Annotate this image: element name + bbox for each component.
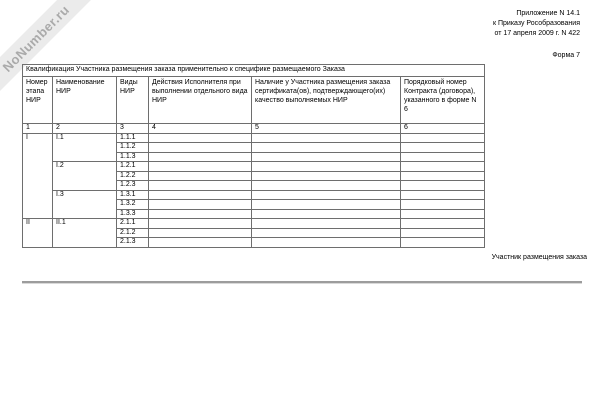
nir-kind-cell: 1.2.1 xyxy=(117,162,149,172)
column-number: 5 xyxy=(252,124,401,134)
col-header-nir-name: Наименование НИР xyxy=(53,77,117,124)
col-header-contract-number: Порядковый номер Контракта (договора), указанного в форме N 6 xyxy=(401,77,485,124)
nir-group-cell: II.1 xyxy=(53,219,117,248)
empty-cell xyxy=(252,200,401,210)
col-header-stage-number: Номер этапа НИР xyxy=(23,77,53,124)
col-header-certificates: Наличие у Участника размещения заказа сертификата(ов), подтверждающего(их) качество выполняемых НИР xyxy=(252,77,401,124)
empty-cell xyxy=(401,143,485,153)
table-row xyxy=(23,219,485,229)
empty-cell xyxy=(149,209,252,219)
empty-cell xyxy=(149,190,252,200)
empty-cell xyxy=(252,152,401,162)
nir-group-cell: I.1 xyxy=(53,133,117,162)
empty-cell xyxy=(401,190,485,200)
table-header-row xyxy=(23,77,485,124)
empty-cell xyxy=(252,181,401,191)
table-title: Квалификация Участника размещения заказа применительно к специфике размещаемого Заказа xyxy=(23,65,485,77)
empty-cell xyxy=(401,181,485,191)
empty-cell xyxy=(149,171,252,181)
nir-kind-cell: 1.1.3 xyxy=(117,152,149,162)
appendix-reference-line: Приложение N 14.1 xyxy=(516,10,580,17)
empty-cell xyxy=(401,228,485,238)
empty-cell xyxy=(252,228,401,238)
nir-kind-cell: 1.3.2 xyxy=(117,200,149,210)
table-title-row xyxy=(23,65,485,77)
nir-group-cell: I.2 xyxy=(53,162,117,191)
empty-cell xyxy=(252,162,401,172)
table-row xyxy=(23,190,485,200)
nir-kind-cell: 1.3.3 xyxy=(117,209,149,219)
nir-kind-cell: 1.1.2 xyxy=(117,143,149,153)
empty-cell xyxy=(149,219,252,229)
nir-kind-cell: 2.1.1 xyxy=(117,219,149,229)
empty-cell xyxy=(149,181,252,191)
col-header-executor-actions: Действия Исполнителя при выполнении отдельного вида НИР xyxy=(149,77,252,124)
nir-kind-cell: 1.2.2 xyxy=(117,171,149,181)
empty-cell xyxy=(149,238,252,248)
nir-kind-cell: 1.1.1 xyxy=(117,133,149,143)
empty-cell xyxy=(401,133,485,143)
empty-cell xyxy=(149,152,252,162)
appendix-reference-line: к Приказу Рособразования xyxy=(492,20,580,27)
nir-group-cell: I.3 xyxy=(53,190,117,219)
qualification-table xyxy=(22,64,485,248)
nir-kind-cell: 1.2.3 xyxy=(117,181,149,191)
empty-cell xyxy=(401,171,485,181)
nir-kind-cell: 2.1.2 xyxy=(117,228,149,238)
empty-cell xyxy=(401,219,485,229)
empty-cell xyxy=(252,238,401,248)
nir-kind-cell: 1.3.1 xyxy=(117,190,149,200)
stage-cell: I xyxy=(23,133,53,219)
empty-cell xyxy=(252,209,401,219)
watermark-text: NoNumber.ru xyxy=(0,2,73,75)
signature-label: Участник размещения заказа xyxy=(491,254,587,261)
empty-cell xyxy=(252,133,401,143)
empty-cell xyxy=(252,171,401,181)
empty-cell xyxy=(401,162,485,172)
column-number: 2 xyxy=(53,124,117,134)
empty-cell xyxy=(149,133,252,143)
divider-line xyxy=(22,281,582,284)
column-number: 6 xyxy=(401,124,485,134)
appendix-reference-line: от 17 апреля 2009 г. N 422 xyxy=(494,30,580,37)
nir-kind-cell: 2.1.3 xyxy=(117,238,149,248)
empty-cell xyxy=(401,238,485,248)
empty-cell xyxy=(149,228,252,238)
table-row xyxy=(23,162,485,172)
empty-cell xyxy=(401,209,485,219)
stage-cell: II xyxy=(23,219,53,248)
table-row xyxy=(23,133,485,143)
empty-cell xyxy=(149,162,252,172)
col-header-nir-kinds: Виды НИР xyxy=(117,77,149,124)
empty-cell xyxy=(149,200,252,210)
column-number-row xyxy=(23,124,485,134)
empty-cell xyxy=(252,190,401,200)
column-number: 4 xyxy=(149,124,252,134)
column-number: 3 xyxy=(117,124,149,134)
empty-cell xyxy=(401,200,485,210)
empty-cell xyxy=(252,143,401,153)
empty-cell xyxy=(252,219,401,229)
empty-cell xyxy=(149,143,252,153)
empty-cell xyxy=(401,152,485,162)
appendix-reference-block xyxy=(493,9,580,39)
form-number-label: Форма 7 xyxy=(552,52,580,59)
column-number: 1 xyxy=(23,124,53,134)
